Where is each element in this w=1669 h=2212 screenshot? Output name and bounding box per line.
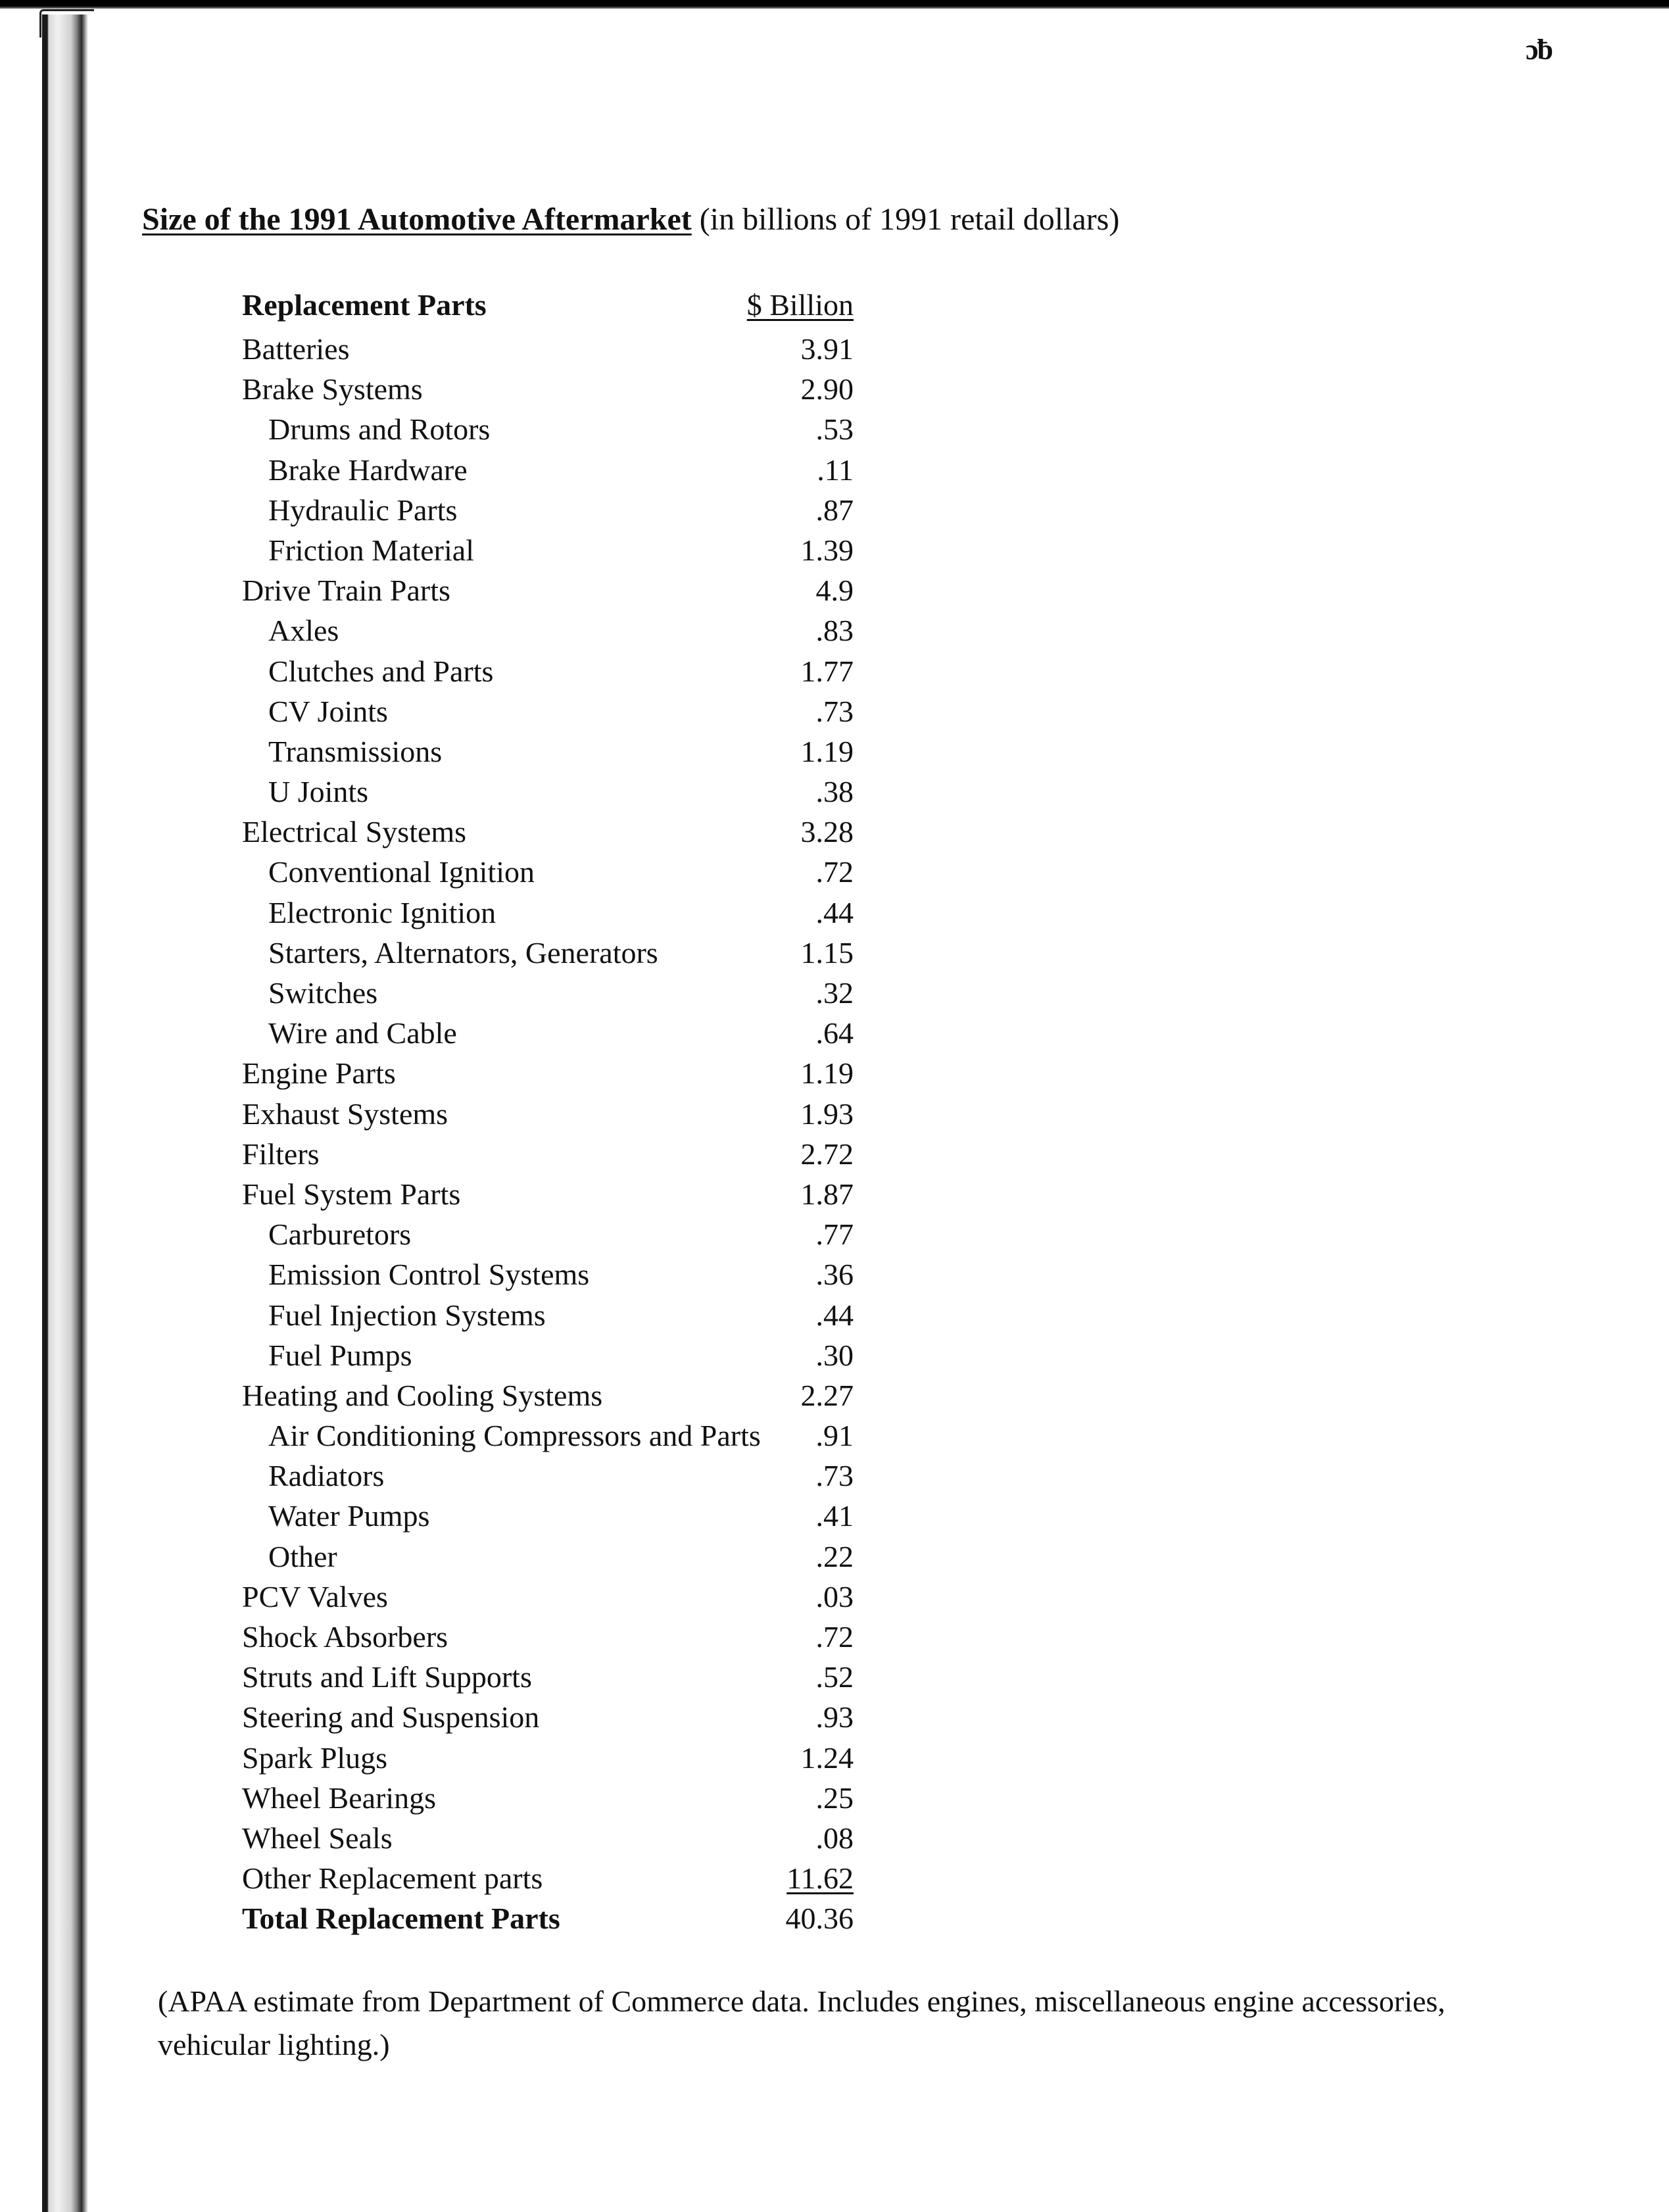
- row-label: Axles: [268, 614, 339, 648]
- table-row: [242, 1013, 854, 1053]
- row-value: 1.19: [800, 734, 854, 768]
- row-value: .08: [815, 1821, 854, 1855]
- row-label: Engine Parts: [242, 1056, 396, 1091]
- total-label: Total Replacement Parts: [242, 1902, 560, 1936]
- row-label: Transmissions: [268, 734, 443, 768]
- total-value: 40.36: [785, 1902, 854, 1936]
- page-top-edge: [0, 0, 1669, 9]
- row-label: Carburetors: [268, 1217, 412, 1252]
- row-value: .91: [815, 1419, 854, 1453]
- table-row: [242, 933, 854, 973]
- table-row: [242, 450, 854, 490]
- table-row: [242, 893, 854, 933]
- row-value: .38: [815, 775, 854, 809]
- row-label: Switches: [268, 976, 378, 1010]
- row-label: Hydraulic Parts: [268, 493, 458, 527]
- table-row: [242, 1053, 854, 1093]
- table-row: [242, 812, 854, 852]
- table-row: [242, 1738, 854, 1778]
- row-label: Water Pumps: [268, 1499, 430, 1533]
- row-value: .64: [815, 1016, 854, 1050]
- table-row: [242, 1335, 854, 1375]
- row-value: 1.39: [800, 533, 854, 567]
- row-value: 1.93: [800, 1096, 854, 1131]
- row-value: 3.91: [800, 332, 854, 366]
- table-row: [242, 490, 854, 530]
- row-label: Emission Control Systems: [268, 1258, 590, 1292]
- table-row: [242, 1818, 854, 1858]
- row-value: .03: [815, 1579, 854, 1613]
- row-label: Conventional Ignition: [268, 855, 535, 889]
- row-label: Friction Material: [268, 533, 474, 567]
- row-value: .44: [815, 1298, 854, 1332]
- table-row: [242, 1375, 854, 1415]
- binding-strip: [42, 14, 88, 2212]
- table-row: [242, 651, 854, 691]
- header-value: $ Billion: [746, 288, 854, 322]
- row-value: .87: [815, 493, 854, 527]
- row-label: U Joints: [268, 775, 369, 809]
- row-value: 1.77: [800, 654, 854, 688]
- row-value: .36: [815, 1258, 854, 1292]
- row-label: Fuel System Parts: [242, 1177, 461, 1211]
- table-row: [242, 1778, 854, 1818]
- page-mark: ɔƀ: [1526, 34, 1552, 66]
- row-label: Wheel Bearings: [242, 1781, 437, 1815]
- row-value: .41: [815, 1499, 854, 1533]
- table-row: [242, 1536, 854, 1577]
- table-row: [242, 1134, 854, 1174]
- row-value: .53: [815, 412, 854, 447]
- table-row: [242, 570, 854, 610]
- row-value: 1.15: [800, 935, 854, 970]
- parts-table: [242, 329, 854, 1939]
- table-row: [242, 409, 854, 449]
- table-row: [242, 1617, 854, 1657]
- table-row: [242, 530, 854, 570]
- row-label: Other: [268, 1539, 337, 1573]
- row-label: Air Conditioning Compressors and Parts: [268, 1419, 761, 1453]
- row-value: .25: [815, 1781, 854, 1815]
- row-value: .72: [815, 1620, 854, 1654]
- row-label: Drive Train Parts: [242, 574, 450, 608]
- row-label: Brake Systems: [242, 372, 423, 406]
- table-row: [242, 1174, 854, 1214]
- table-row: [242, 691, 854, 731]
- table-row: [242, 973, 854, 1013]
- table-row: [242, 772, 854, 812]
- row-value: .77: [815, 1217, 854, 1252]
- row-value: 4.9: [815, 574, 854, 608]
- row-label: Filters: [242, 1137, 320, 1171]
- row-value: .72: [815, 855, 854, 889]
- table-row: [242, 1697, 854, 1737]
- table-row: [242, 1496, 854, 1536]
- row-label: Spark Plugs: [242, 1740, 388, 1775]
- row-label: Steering and Suspension: [242, 1700, 540, 1734]
- row-label: Clutches and Parts: [268, 654, 494, 688]
- table-row: [242, 1254, 854, 1294]
- row-value: 1.87: [800, 1177, 854, 1211]
- row-value: 2.72: [800, 1137, 854, 1171]
- row-label: Electronic Ignition: [268, 895, 496, 929]
- row-value: 1.19: [800, 1056, 854, 1091]
- row-value: .44: [815, 895, 854, 929]
- source-note: (APAA estimate from Department of Commerce data. Includes engines, miscellaneous engine accessories, vehicular lighting.): [158, 1984, 1445, 2061]
- row-value: .73: [815, 694, 854, 728]
- row-label: CV Joints: [268, 694, 388, 728]
- row-label: Batteries: [242, 332, 350, 366]
- header-label: Replacement Parts: [242, 288, 487, 322]
- row-label: Fuel Injection Systems: [268, 1298, 546, 1332]
- table-row: [242, 1295, 854, 1335]
- table-row: [242, 1214, 854, 1254]
- table-header: [242, 287, 854, 327]
- row-value: 2.27: [800, 1378, 854, 1412]
- row-value: 1.24: [800, 1740, 854, 1775]
- table-row: [242, 329, 854, 369]
- row-label: Drums and Rotors: [268, 412, 491, 447]
- table-row: [242, 1094, 854, 1134]
- row-label: Brake Hardware: [268, 453, 468, 487]
- row-label: Other Replacement parts: [242, 1861, 543, 1896]
- row-value: .52: [815, 1660, 854, 1694]
- row-value: .93: [815, 1700, 854, 1734]
- title-main: Size of the 1991 Automotive Aftermarket: [142, 202, 692, 237]
- row-value: .30: [815, 1338, 854, 1372]
- table-row: [242, 1657, 854, 1697]
- table-row: [242, 1858, 854, 1898]
- row-value: .11: [817, 453, 854, 487]
- row-value: 3.28: [800, 815, 854, 849]
- row-label: Struts and Lift Supports: [242, 1660, 532, 1694]
- table-row: [242, 1456, 854, 1496]
- row-label: Electrical Systems: [242, 815, 467, 849]
- row-label: Exhaust Systems: [242, 1096, 448, 1131]
- row-value: .73: [815, 1459, 854, 1493]
- row-label: Fuel Pumps: [268, 1338, 412, 1372]
- row-label: Wheel Seals: [242, 1821, 393, 1855]
- row-value: .22: [815, 1539, 854, 1573]
- row-value: .32: [815, 976, 854, 1010]
- table-row: [242, 1577, 854, 1617]
- row-label: Wire and Cable: [268, 1016, 457, 1050]
- row-value: .83: [815, 614, 854, 648]
- document-title: [142, 201, 1119, 237]
- table-row: [242, 369, 854, 409]
- row-label: PCV Valves: [242, 1579, 388, 1613]
- table-row: [242, 852, 854, 892]
- row-label: Radiators: [268, 1459, 385, 1493]
- row-label: Heating and Cooling Systems: [242, 1378, 603, 1412]
- row-value: 2.90: [800, 372, 854, 406]
- row-value: 11.62: [786, 1861, 854, 1896]
- total-row: [242, 1898, 854, 1938]
- row-label: Shock Absorbers: [242, 1620, 448, 1654]
- title-suffix: (in billions of 1991 retail dollars): [699, 202, 1120, 237]
- table-row: [242, 1415, 854, 1456]
- table-row: [242, 731, 854, 772]
- row-label: Starters, Alternators, Generators: [268, 935, 658, 970]
- table-row: [242, 610, 854, 651]
